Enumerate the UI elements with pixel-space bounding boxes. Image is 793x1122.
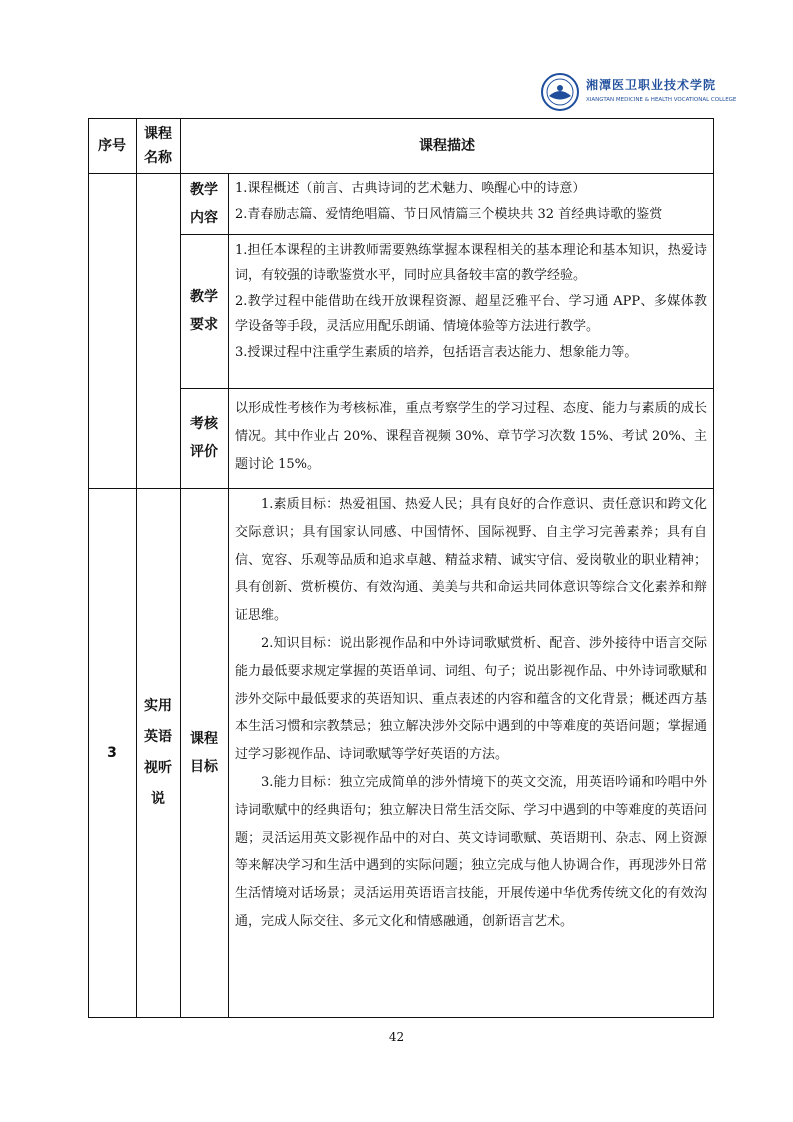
- row-label-line1: 考核: [190, 416, 218, 432]
- assessment-text: [229, 395, 713, 487]
- college-name-en: XIANGTAN MEDICINE & HEALTH VOCATIONAL COLLEGE: [586, 97, 737, 103]
- row-label-line2: 内容: [190, 209, 218, 226]
- row-label-line2: 目标: [190, 758, 218, 775]
- row-label-teaching-content: [180, 173, 228, 234]
- page-number: 42: [388, 1030, 405, 1044]
- row-label-line1: 教学: [190, 289, 218, 305]
- course-name-line: 视听: [144, 759, 172, 776]
- row-label-course-goals: [180, 488, 228, 1017]
- row-label-line1: 课程: [190, 730, 218, 747]
- college-emblem-icon: [540, 72, 580, 112]
- course-name-line: 实用: [144, 697, 172, 714]
- course-name-line: 说: [151, 790, 165, 807]
- row-label-assessment: [180, 388, 228, 488]
- col-header-name-line1: 课程: [144, 125, 172, 142]
- goal-paragraph-quality: 1.素质目标：热爱祖国、热爱人民；具有良好的合作意识、责任意识和跨文化交际意识；具有国家认同感、中国情怀、国际视野、自主学习完善素养；具有自信、宽容、乐观等品质和追求卓越、精益求精、诚实守信、爱岗敬业的职业精神；具有创新、赏析模仿、有效沟通、美美与共和命运共同体意识等综合文化素养和辩证思维。: [235, 497, 707, 624]
- course-goals-text: [229, 491, 713, 1016]
- col-header-name: [136, 118, 180, 173]
- course-table: [88, 118, 714, 1018]
- requirement-item: 3.授课过程中注重学生素质的培养，包括语言表达能力、想象能力等。: [235, 344, 638, 360]
- requirement-item: 2.教学过程中能借助在线开放课程资源、超星泛雅平台、学习通 APP、多媒体教学设备等手段，灵活应用配乐朗诵、情境体验等方法进行教学。: [235, 293, 707, 335]
- teaching-requirements-text: [229, 238, 713, 388]
- col-header-name-line2: 名称: [144, 149, 172, 166]
- goal-paragraph-knowledge: 2.知识目标：说出影视作品和中外诗词歌赋赏析、配音、涉外接待中语言交际能力最低要求规定掌握的英语单词、词组、句子；说出影视作品、中外诗词歌赋和涉外交际中最低要求的英语知识、重点表述的内容和蕴含的文化背景；概述西方基本生活习惯和宗教禁忌；独立解决涉外交际中遇到的中等难度的英语问题；掌握通过学习影视作品、诗词歌赋等学好英语的方法。: [235, 635, 707, 763]
- assessment-line: 以形成性考核作为考核标准，重点考察学生的学习过程、态度、能力与素质的成长情况。其中作业占 20%、课程音视频 30%、章节学习次数 15%、考试 20%、主题讨论 15%。: [235, 401, 707, 472]
- col-header-desc: 课程描述: [419, 137, 475, 154]
- course-name: [136, 488, 180, 1017]
- course-number: 3: [107, 744, 117, 761]
- row-label-line2: 评价: [190, 444, 218, 460]
- teaching-content-line: 2.青春励志篇、爱情绝唱篇、节日风情篇三个模块共 32 首经典诗歌的鉴赏: [235, 207, 663, 222]
- teaching-content-text: [229, 176, 713, 234]
- row-label-line2: 要求: [190, 317, 218, 333]
- row-label-line1: 教学: [190, 181, 218, 198]
- teaching-content-line: 1.课程概述（前言、古典诗词的艺术魅力、唤醒心中的诗意）: [235, 181, 586, 196]
- requirement-item: 1.担任本课程的主讲教师需要熟练掌握本课程相关的基本理论和基本知识，热爱诗词，有较强的诗歌鉴赏水平，同时应具备较丰富的教学经验。: [235, 243, 707, 284]
- course-name-line: 英语: [144, 728, 172, 745]
- college-logo: [540, 72, 737, 116]
- row-label-teaching-requirements: [180, 234, 228, 388]
- goal-paragraph-ability: 3.能力目标：独立完成简单的涉外情境下的英文交流，用英语吟诵和吟唱中外诗词歌赋中的经典语句；独立解决日常生活交际、学习中遇到的中等难度的英语问题；灵活运用英文影视作品中的对白、英文诗词歌赋、英语期刊、杂志、网上资源等来解决学习和生活中遇到的实际问题；独立完成与他人协调合作，再现涉外日常生活情境对话场景；灵活运用英语语言技能，开展传递中华优秀传统文化的有效沟通，完成人际交往、多元文化和情感融通，创新语言艺术。: [235, 774, 707, 929]
- col-header-no: 序号: [98, 137, 126, 154]
- college-name: 湘潭医卫职业技术学院: [586, 78, 717, 92]
